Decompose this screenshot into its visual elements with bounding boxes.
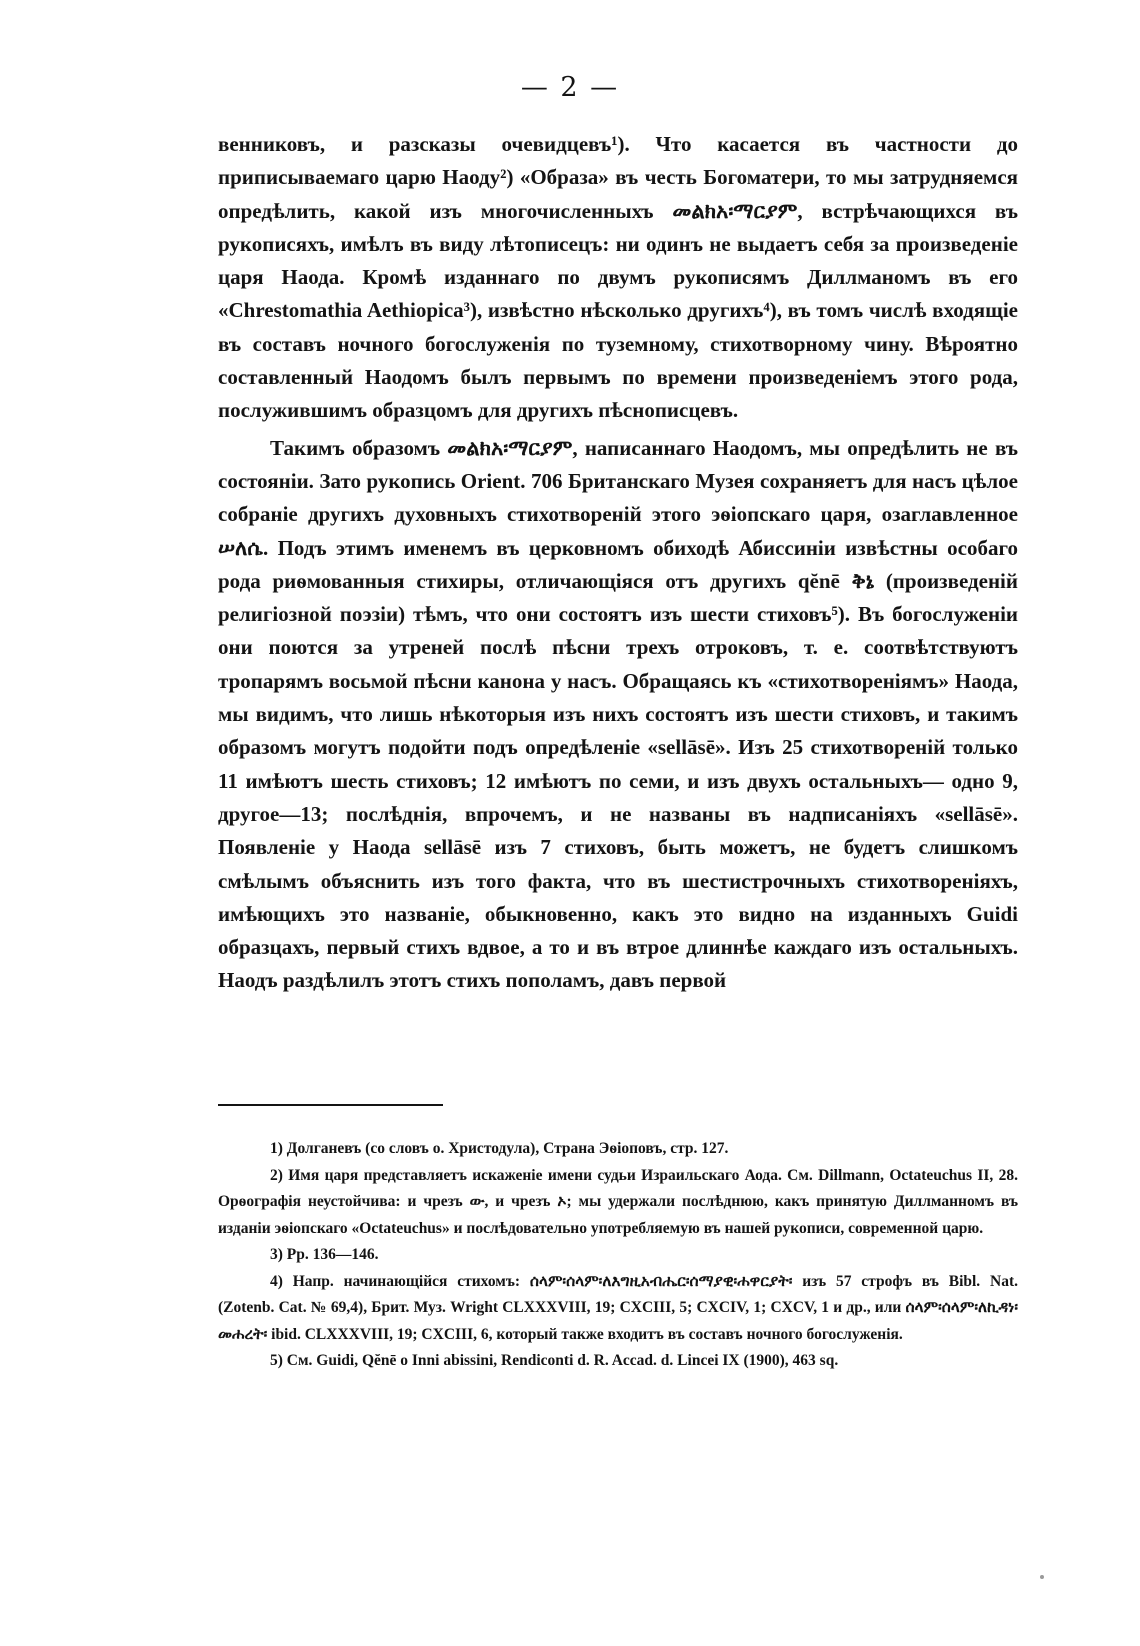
footnote: 1) Долганевъ (со словъ о. Христодула), Страна Эѳіоповъ, стр. 127.: [270, 1140, 729, 1157]
paragraph: венниковъ, и разсказы очевидцевъ¹). Что касается въ частности до приписываемаго царю Наоду²) «Образа» въ честь Богоматери, то мы затрудняемся опредѣлить, какой изъ многочисленныхъ መልክአ፡ማርያም, встрѣчающихся въ рукописяхъ, имѣлъ въ виду лѣтописецъ: ни одинъ не выдаетъ себя за произведеніе царя Наода. Кромѣ изданнаго по двумъ рукописямъ Диллманомъ въ его «Chrestomathia Aethiopica³), извѣстно нѣсколько другихъ⁴), въ томъ числѣ входящіе въ составъ ночного богослуженія по туземному, стихотворному чину. Вѣроятно составленный Наодомъ былъ первымъ по времени произведеніемъ этого рода, послужившимъ образцомъ для другихъ пѣснописцевъ.: [218, 132, 1018, 423]
footnote: 2) Имя царя представляетъ искаженіе имени судьи Израильскаго Аода. См. Dillmann, Octateuchus II, 28. Орѳографія неустойчива: и чрезъ ው, и чрезъ ኦ; мы удержали послѣднюю, какъ принятую Диллманномъ въ изданіи эѳіопскаго «Octateuchus» и послѣдовательно употребляемую въ нашей рукописи, современной царю.: [218, 1166, 1018, 1237]
footnote: 4) Напр. начинающійся стихомъ: ሰላም፡ሰላም፡ለእግዚአብሔር፡ሰማያዊ፡ሐዋርያት፡ изъ 57 строфъ въ Bibl. Nat. (Zotenb. Cat. № 69,4), Брит. Муз. Wright CLXXXVIII, 19; CXCIII, 5; CXCIV, 1; CXCV, 1 и др., или ሰላም፡ሰላም፡ለኪዳነ፡መሐረት፡ ibid. CLXXXVIII, 19; CXCIII, 6, который также входитъ въ составъ ночного богослуженія.: [218, 1272, 1018, 1343]
paragraph: Такимъ образомъ መልክአ፡ማርያም, написаннаго Наодомъ, мы опредѣлить не въ состояніи. Зато рукопись Orient. 706 Британскаго Музея сохраняетъ для насъ цѣлое собраніе другихъ духовныхъ стихотвореній этого эѳіопскаго царя, озаглавленное ሠለሴ. Подъ этимъ именемъ въ церковномъ обиходѣ Абиссиніи извѣстны особаго рода риѳмованныя стихиры, отличающіяся отъ другихъ qĕnē ቅኔ (произведеній религіозной поэзіи) тѣмъ, что они состоятъ изъ шести стиховъ⁵). Въ богослуженіи они поются за утреней послѣ пѣсни трехъ отроковъ, т. е. соотвѣтствуютъ тропарямъ восьмой пѣсни канона у насъ. Обращаясь къ «стихотвореніямъ» Наода, мы видимъ, что лишь нѣкоторыя изъ нихъ состоятъ изъ шести стиховъ, и такимъ образомъ могутъ подойти подъ опредѣленіе «sellāsē». Изъ 25 стихотвореній только 11 имѣютъ шесть стиховъ; 12 имѣютъ по семи, и изъ двухъ остальныхъ— одно 9, другое—13; послѣднія, впрочемъ, и не названы въ надписаніяхъ «sellāsē». Появленіе у Наода sellāsē изъ 7 стиховъ, быть можетъ, не будетъ слишкомъ смѣлымъ объяснить изъ того факта, что въ шестистрочныхъ стихотвореніяхъ, имѣющихъ это названіе, обыкновенно, какъ это видно на изданныхъ Guidi образцахъ, первый стихъ вдвое, а то и въ втрое длиннѣе каждаго изъ остальныхъ. Наодъ раздѣлилъ этотъ стихъ пополамъ, давъ первой: [218, 435, 1018, 993]
footnote: 3) Pp. 136—146.: [270, 1246, 379, 1263]
footnote-divider: [218, 1104, 443, 1106]
scan-mark: [1040, 1575, 1044, 1579]
page-number: — 2 —: [520, 72, 620, 103]
footnote: 5) См. Guidi, Qĕnē o Inni abissini, Rendiconti d. R. Accad. d. Lincei IX (1900), 463 sq.: [270, 1352, 839, 1369]
footnotes: [218, 1136, 1018, 1375]
main-text: [218, 128, 1018, 998]
